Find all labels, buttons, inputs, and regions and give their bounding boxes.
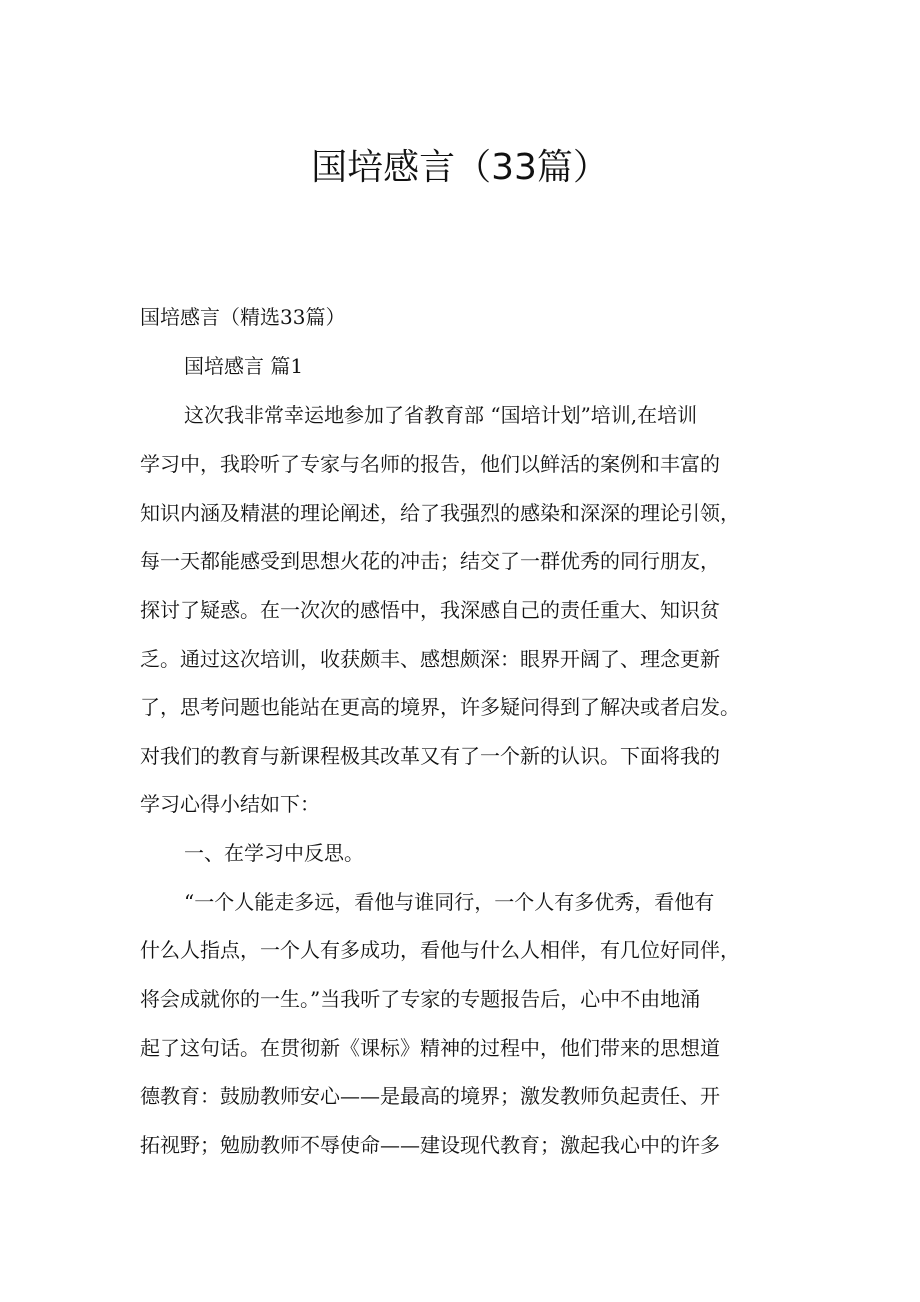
- paragraph-line: 德教育：鼓励教师安心——是最高的境界；激发教师负起责任、开: [140, 1084, 720, 1108]
- paragraph-line: 学习中，我聆听了专家与名师的报告，他们以鲜活的案例和丰富的: [140, 452, 720, 476]
- paragraph-line: 这次我非常幸运地参加了省教育部 “国培计划”培训,在培训: [184, 403, 698, 427]
- paragraph-line: 了，思考问题也能站在更高的境界，许多疑问得到了解决或者启发。: [140, 695, 740, 719]
- paragraph-line: “一个人能走多远，看他与谁同行，一个人有多优秀，看他有: [184, 890, 715, 914]
- list-heading: 一、在学习中反思。: [184, 841, 364, 865]
- paragraph-line: 学习心得小结如下：: [140, 792, 320, 816]
- paragraph-line: 拓视野；勉励教师不辱使命——建设现代教育；激起我心中的许多: [140, 1133, 720, 1157]
- paragraph-line: 将会成就你的一生。”当我听了专家的专题报告后，心中不由地涌: [140, 987, 701, 1011]
- document-subtitle: 国培感言（精选33篇）: [140, 305, 346, 329]
- paragraph-line: 起了这句话。在贯彻新《课标》精神的过程中，他们带来的思想道: [140, 1036, 720, 1060]
- paragraph-line: 每一天都能感受到思想火花的冲击；结交了一群优秀的同行朋友，: [140, 549, 720, 573]
- section-heading: 国培感言 篇1: [184, 354, 304, 378]
- document-title: 国培感言（33篇）: [311, 147, 609, 188]
- paragraph-line: 知识内涵及精湛的理论阐述，给了我强烈的感染和深深的理论引领，: [140, 501, 740, 525]
- paragraph-line: 什么人指点，一个人有多成功，看他与什么人相伴，有几位好同伴，: [140, 938, 740, 962]
- paragraph-line: 乏。通过这次培训，收获颇丰、感想颇深：眼界开阔了、理念更新: [140, 647, 720, 671]
- paragraph-line: 对我们的教育与新课程极其改革又有了一个新的认识。下面将我的: [140, 744, 720, 768]
- paragraph-line: 探讨了疑惑。在一次次的感悟中，我深感自己的责任重大、知识贫: [140, 598, 720, 622]
